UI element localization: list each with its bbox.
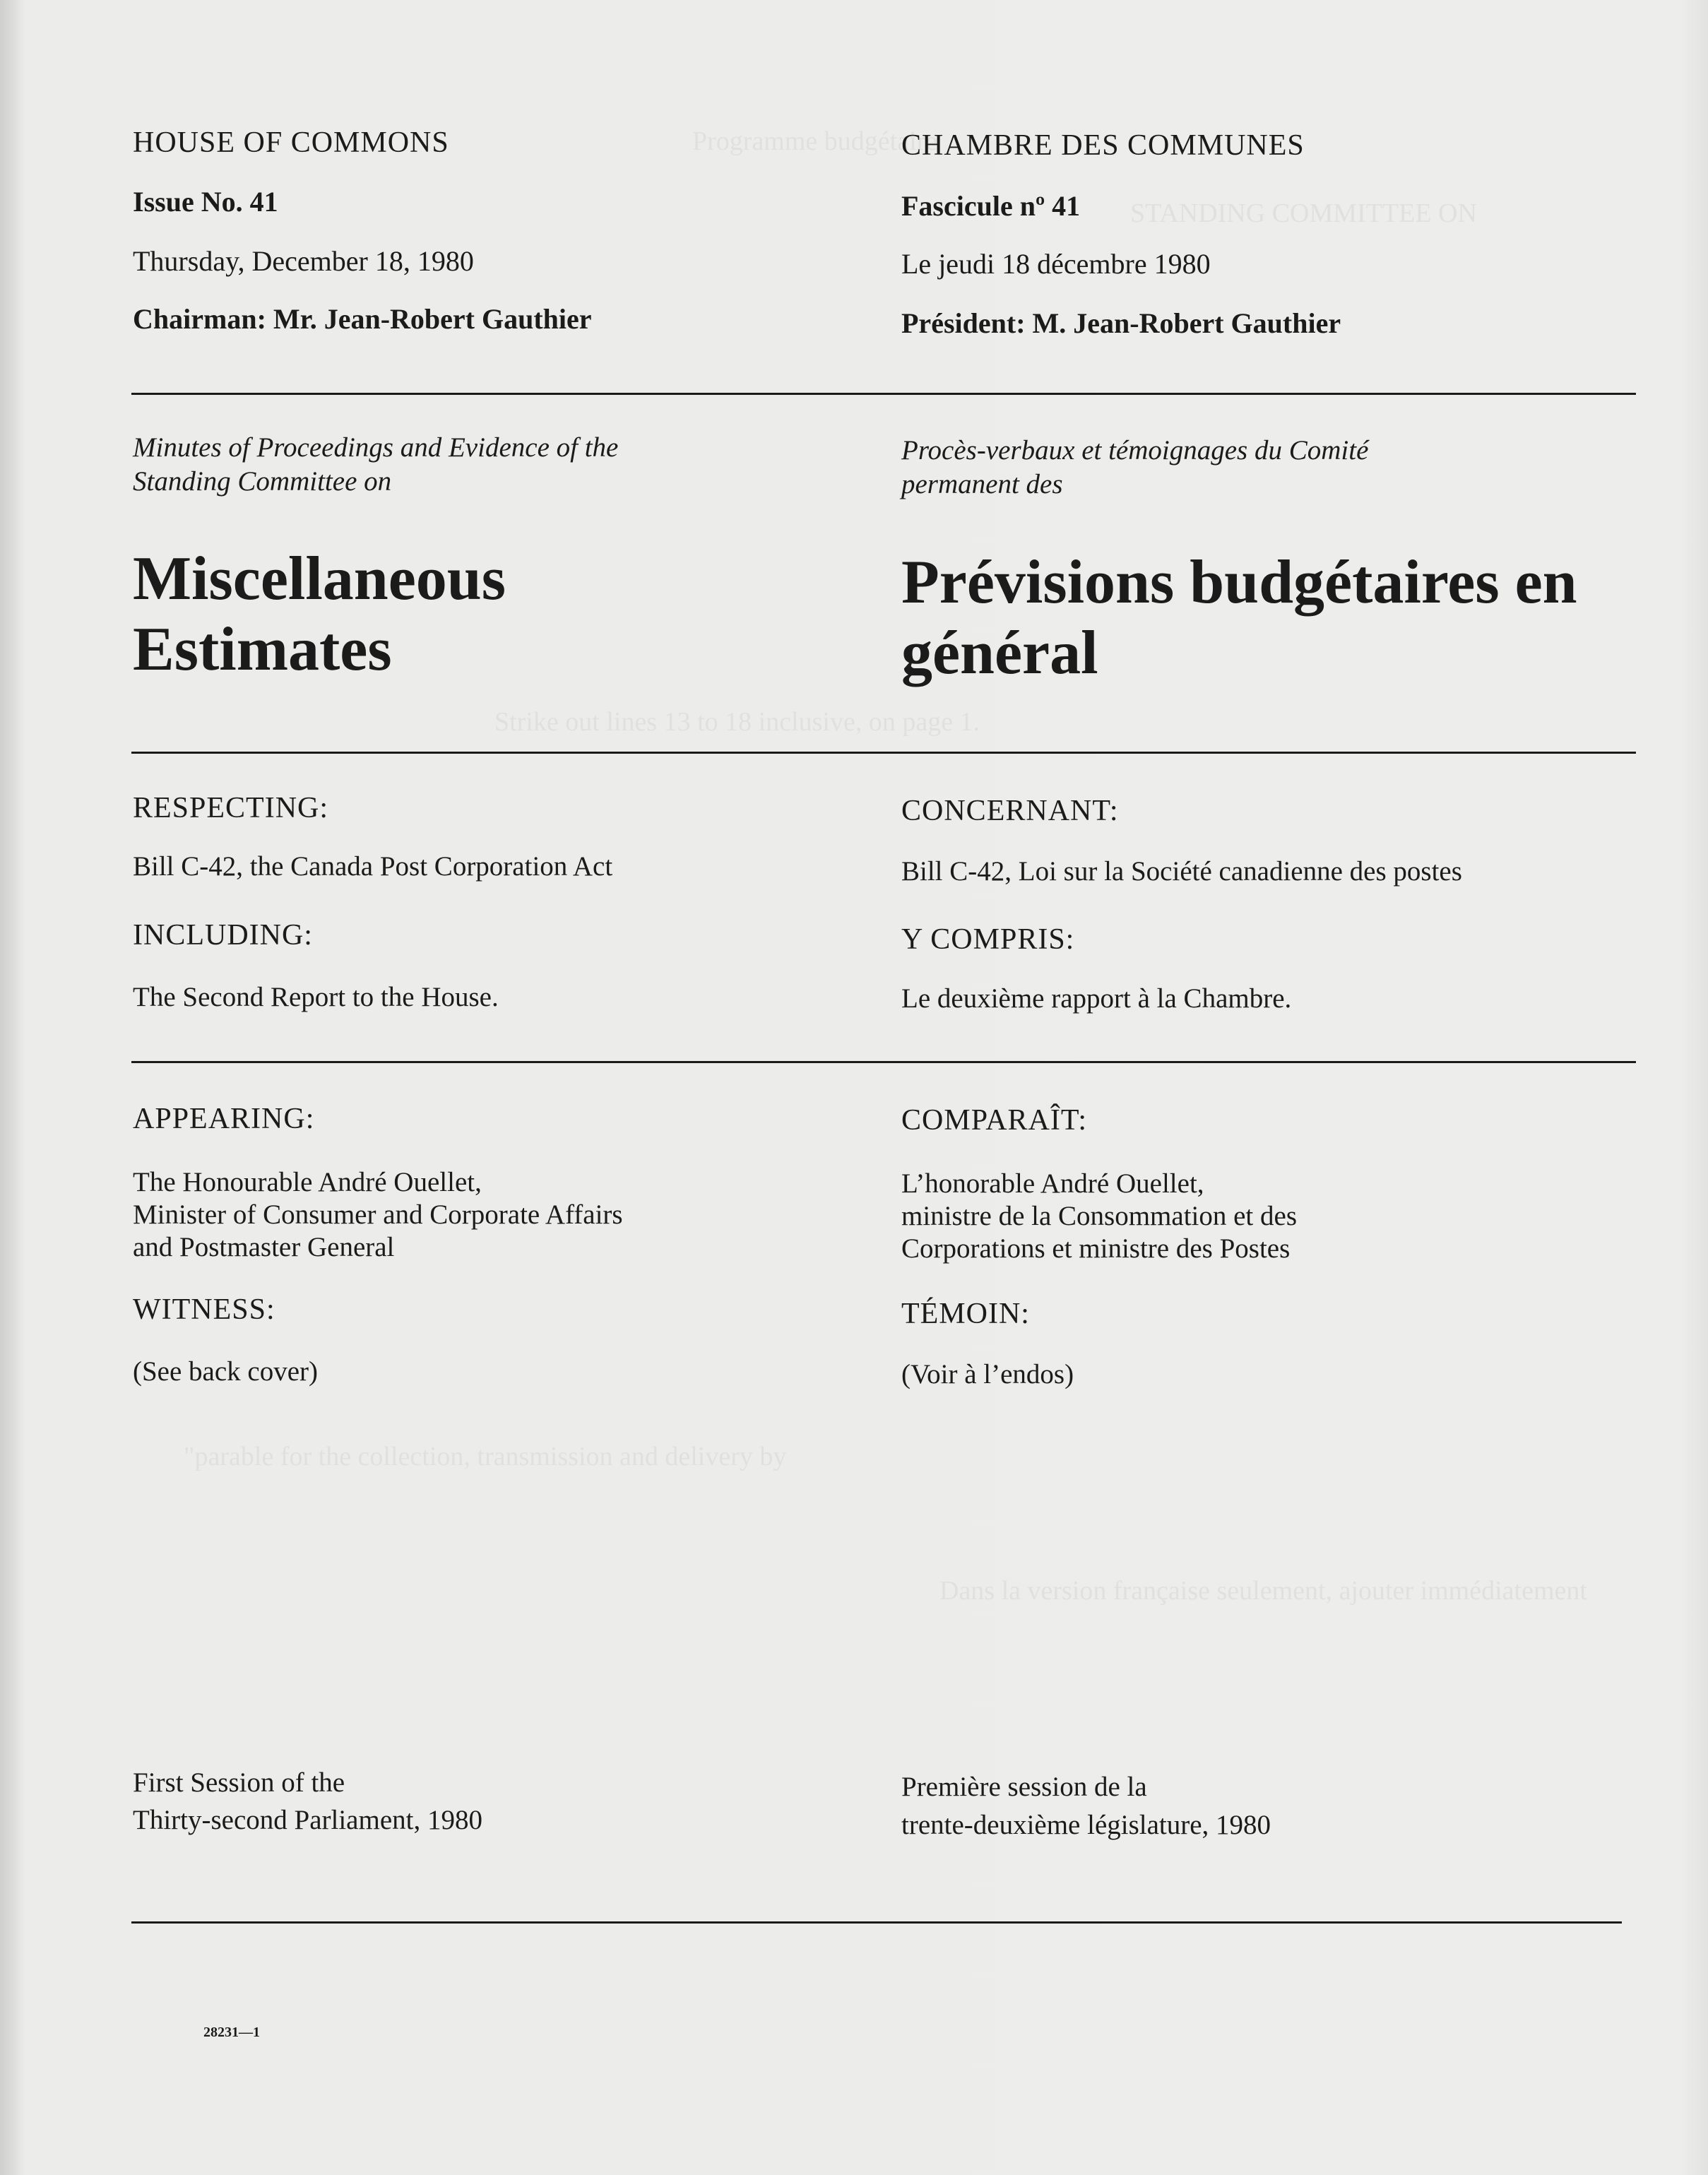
appearing-label: APPEARING: bbox=[133, 1103, 315, 1135]
appearing-text-line: The Honourable André Ouellet, bbox=[133, 1167, 482, 1197]
including-label: Y COMPRIS: bbox=[901, 923, 1075, 956]
session-line: First Session of the bbox=[133, 1767, 345, 1798]
appearing-text-line: Corporations et ministre des Postes bbox=[901, 1233, 1291, 1264]
session-line: Thirty-second Parliament, 1980 bbox=[133, 1805, 482, 1835]
witness-text: (See back cover) bbox=[133, 1356, 319, 1387]
appearing-text-line: ministre de la Consommation et des bbox=[901, 1201, 1297, 1231]
witness-label: WITNESS: bbox=[133, 1293, 275, 1326]
respecting-label: CONCERNANT: bbox=[901, 795, 1119, 827]
divider-rule bbox=[131, 393, 1636, 395]
committee-title: Miscellaneous Estimates bbox=[133, 545, 506, 684]
minutes-line: Minutes of Proceedings and Evidence of the Standing Committee on bbox=[133, 432, 619, 497]
committee-title: Prévisions budgétaires en général bbox=[901, 548, 1577, 687]
issue-date: Le jeudi 18 décembre 1980 bbox=[901, 248, 1211, 280]
appearing-text-line: Minister of Consumer and Corporate Affairs bbox=[133, 1199, 623, 1230]
appearing-label: COMPARAÎT: bbox=[901, 1104, 1088, 1137]
session-line: Première session de la bbox=[901, 1772, 1147, 1802]
house-heading: HOUSE OF COMMONS bbox=[133, 126, 449, 159]
including-text: The Second Report to the House. bbox=[133, 982, 499, 1012]
printing-code: 28231—1 bbox=[203, 2025, 260, 2040]
divider-rule bbox=[131, 1061, 1636, 1063]
show-through-text: Strike out lines 13 to 18 inclusive, on page 1. bbox=[494, 707, 980, 737]
respecting-text: Bill C-42, Loi sur la Société canadienne des postes bbox=[901, 856, 1462, 887]
witness-text: (Voir à l’endos) bbox=[901, 1359, 1074, 1389]
issue-date: Thursday, December 18, 1980 bbox=[133, 245, 474, 277]
appearing-text-line: L’honorable André Ouellet, bbox=[901, 1168, 1204, 1199]
president-line: Président: M. Jean-Robert Gauthier bbox=[901, 307, 1341, 339]
witness-label: TÉMOIN: bbox=[901, 1298, 1030, 1330]
issue-number: Issue No. 41 bbox=[133, 186, 278, 218]
divider-rule bbox=[131, 752, 1636, 754]
minutes-line: Procès-verbaux et témoignages du Comité permanent des bbox=[901, 435, 1369, 499]
session-line: trente-deuxième législature, 1980 bbox=[901, 1810, 1271, 1840]
chairman-line: Chairman: Mr. Jean-Robert Gauthier bbox=[133, 303, 592, 335]
house-heading: CHAMBRE DES COMMUNES bbox=[901, 129, 1305, 162]
appearing-text-line: and Postmaster General bbox=[133, 1232, 395, 1262]
including-text: Le deuxième rapport à la Chambre. bbox=[901, 983, 1292, 1014]
including-label: INCLUDING: bbox=[133, 919, 313, 952]
respecting-text: Bill C-42, the Canada Post Corporation Act bbox=[133, 851, 613, 882]
show-through-text: Programme budgétaire bbox=[692, 126, 938, 156]
divider-rule bbox=[131, 1921, 1622, 1924]
respecting-label: RESPECTING: bbox=[133, 792, 329, 824]
issue-number: Fascicule nº 41 bbox=[901, 190, 1081, 222]
show-through-text: Dans la version française seulement, ajouter immédiatement bbox=[939, 1576, 1587, 1606]
show-through-text: STANDING COMMITTEE ON bbox=[1130, 198, 1477, 228]
show-through-text: "parable for the collection, transmission and delivery by bbox=[184, 1442, 787, 1471]
